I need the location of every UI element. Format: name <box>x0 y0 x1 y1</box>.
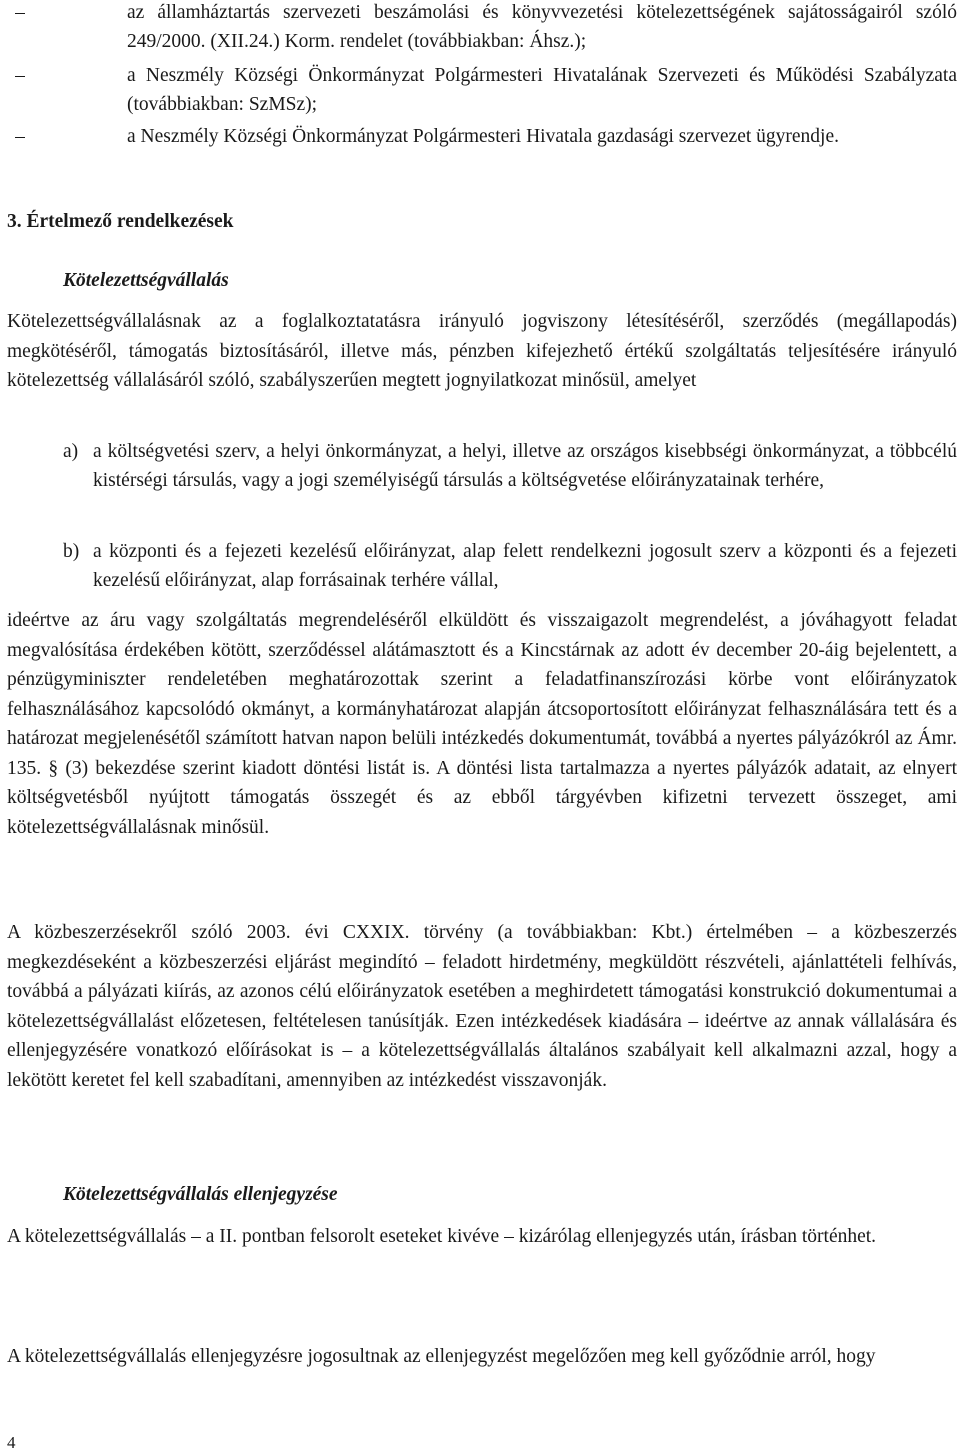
list-marker: a) <box>63 441 79 462</box>
section-heading: 3. Értelmező rendelkezések <box>7 211 234 232</box>
page-number: 4 <box>7 1433 16 1452</box>
subheading-ellenjegyzes: Kötelezettségvállalás ellenjegyzése <box>63 1184 338 1205</box>
list-marker: b) <box>63 541 80 562</box>
paragraph-ellenjegyzes-utan: A kötelezettségvállalás – a II. pontban felsorolt eseteket kivéve – kizárólag ellenjegyzés után, írásban történhet. <box>7 1226 877 1247</box>
dash-marker: – <box>15 126 25 147</box>
dash-item-text: a Neszmély Községi Önkormányzat Polgármesteri Hivatalának Szervezeti és Működési Szabályzata (továbbiakban: SzMSz); <box>127 65 957 115</box>
dash-item-text: a Neszmély Községi Önkormányzat Polgármesteri Hivatala gazdasági szervezet ügyrendje. <box>127 126 840 147</box>
dash-marker: – <box>15 65 25 86</box>
dash-item-text: az államháztartás szervezeti beszámolási és könyvvezetési kötelezettségének sajátosságairól szóló 249/2000. (XII.24.) Korm. rendelet (továbbiakban: Áhsz.); <box>127 2 957 52</box>
list-item-text: a központi és a fejezeti kezelésű előirányzat, alap felett rendelkezni jogosult szerv a központi és a fejezeti kezelésű előirányzat, alap forrásainak terhére vállal, <box>93 541 957 591</box>
subheading-kotelezettsegvallalas: Kötelezettségvállalás <box>63 270 229 291</box>
paragraph-definition: Kötelezettségvállalásnak az a foglalkoztatatásra irányuló jogviszony létesítéséről, szerződés (megállapodás) megkötéséről, támogatás biztosításáról, illetve más, pénzben kifejezhető értékű szolgáltatás teljesítésére irányuló kötelezettség vállalásáról szóló, szabályszerűen megtett jognyilatkozat minősül, amelyet <box>7 311 957 391</box>
paragraph-kozbeszerzes: A közbeszerzésekről szóló 2003. évi CXXIX. törvény (a továbbiakban: Kbt.) értelmében – a közbeszerzés megkezdéseként a közbeszerzési eljárást megindító – feladott hirdetmény, megküldött részvételi, ajánlattételi felhívás, továbbá a pályázati kiírás, az azonos célú előirányzatok esetében a meghirdetett támogatási konstrukció dokumentumai a kötelezettségvállalást előzetesen, feltételesen tanúsítják. Ezen intézkedések kiadására – ideértve az annak vállalására és ellenjegyzésére vonatkozó előírásokat is – a kötelezettségvállalás általános szabályait kell alkalmazni azzal, hogy a lekötött keretet fel kell szabadítani, amennyiben az intézkedést visszavonják. <box>7 922 957 1091</box>
dash-marker: – <box>15 2 25 23</box>
list-item-text: a költségvetési szerv, a helyi önkormányzat, a helyi, illetve az országos kisebbségi önkormányzat, a többcélú kistérségi társulás, vagy a jogi személyiségű társulás a költségvetése előirányzatainak terhére, <box>93 441 957 491</box>
paragraph-ideertve: ideértve az áru vagy szolgáltatás megrendeléséről elküldött és visszaigazolt megrendelést, a jóváhagyott feladat megvalósítása érdekében kötött, szerződéssel alátámasztott és a Kincstárnak az adott év december 20-áig bejelentett, a pénzügyminiszter rendeletében meghatározottak szerint a feladatfinanszírozási körbe vont előirányzatok felhasználásához kapcsolódó okmányt, a kormányhatározat alapján átcsoportosított előirányzat felhasználására tett és a határozat megjelenésétől számított hatvan napon belüli intézkedés dokumentumát, továbbá a nyertes pályázókról az Ámr. 135. § (3) bekezdése szerint kiadott döntési listát is. A döntési lista tartalmazza a nyertes pályázók adatait, az elnyert költségvetésből nyújtott támogatás összegét és az ebből tárgyévben kifizetni tervezett összeget, ami kötelezettségvállalásnak minősül. <box>7 610 957 838</box>
paragraph-ellenjegyzesre-jogosult: A kötelezettségvállalás ellenjegyzésre jogosultnak az ellenjegyzést megelőzően meg kell győződnie arról, hogy <box>7 1346 876 1367</box>
